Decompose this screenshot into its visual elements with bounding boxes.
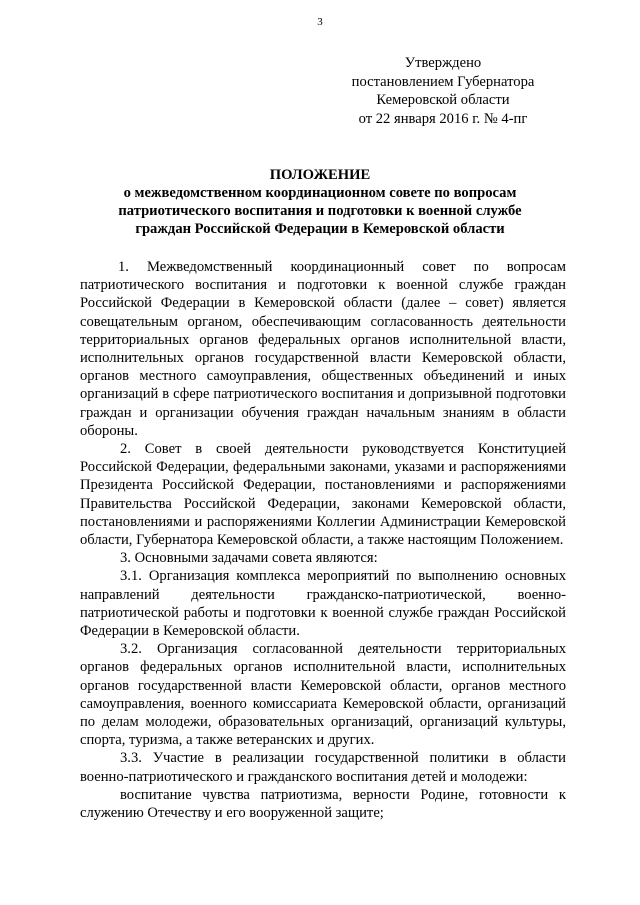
approval-line-3: Кемеровской области bbox=[376, 92, 510, 108]
paragraph-3: 3. Основными задачами совета являются: bbox=[120, 550, 378, 567]
document-title bbox=[60, 166, 580, 238]
title-line-1: о межведомственном координационном совете по вопросам bbox=[123, 185, 517, 201]
paragraph-3-1: 3.1. Организация комплекса мероприятий по выполнению основных направлений деятельности гражданско-патриотической, военно-патриотической работы и подготовки к военной службе граждан Российской Федерации в Кемеровской области. bbox=[80, 568, 566, 640]
approval-line-2: постановлением Губернатора bbox=[351, 73, 535, 90]
approval-stamp bbox=[318, 54, 568, 128]
title-line-2: патриотического воспитания и подготовки к военной службе bbox=[118, 203, 522, 219]
paragraph-1: 1. Межведомственный координационный совет по вопросам патриотического воспитания и подготовки к военной службе граждан Российской Федерации в Кемеровской области (далее – совет) является совещательным органом, обеспечивающим согласованность деятельности территориальных органов федеральных органов исполнительной власти, исполнительных органов государственной власти Кемеровской области, органов местного самоуправления, общественных объединений и иных организаций в сфере патриотического воспитания и допризывной подготовки граждан и организации обучения граждан начальным знаниям в области обороны. bbox=[80, 259, 566, 439]
approval-line-1: Утверждено bbox=[404, 55, 482, 71]
paragraph-2: 2. Совет в своей деятельности руководствуется Конституцией Российской Федерации, федеральными законами, указами и распоряжениями Президента Российской Федерации, постановлениями и распоряжениями Правительства Российской Федерации, законами Кемеровской области, постановлениями и распоряжениями Коллегии Администрации Кемеровской области, Губернатора Кемеровской области, а также настоящим Положением. bbox=[80, 441, 566, 549]
title-line-3: граждан Российской Федерации в Кемеровской области bbox=[135, 221, 505, 237]
paragraph-3-2: 3.2. Организация согласованной деятельности территориальных органов федеральных органов исполнительной власти, исполнительных органов государственной власти Кемеровской области, органов местного самоуправления, военного комиссариата Кемеровской области, организаций по делам молодежи, образовательных организаций, организаций культуры, спорта, туризма, а также ветеранских и других. bbox=[80, 641, 566, 749]
approval-line-4: от 22 января 2016 г. № 4-пг bbox=[358, 110, 528, 127]
title-heading: ПОЛОЖЕНИЕ bbox=[269, 167, 371, 183]
paragraph-3-3: 3.3. Участие в реализации государственной политики в области военно-патриотического и гражданского воспитания детей и молодежи: bbox=[80, 750, 566, 785]
document-body bbox=[80, 258, 566, 822]
paragraph-3-3-item: воспитание чувства патриотизма, верности Родине, готовности к служению Отечеству и его вооруженной защите; bbox=[80, 786, 566, 822]
page-number: 3 bbox=[317, 16, 323, 28]
